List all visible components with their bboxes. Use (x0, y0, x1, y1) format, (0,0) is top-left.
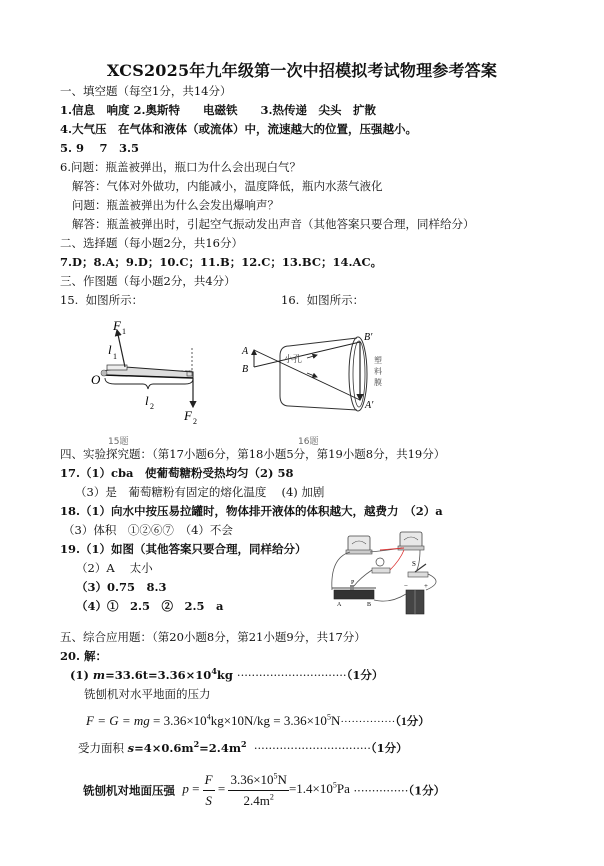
bulb-icon (372, 558, 390, 573)
figure-15-lever-diagram (85, 312, 215, 432)
mass-equation: =33.6t=3.36×10 (105, 668, 212, 682)
answer-19-line-1: 19.（1）如图（其他答案只要合理，同样给分） (60, 542, 307, 556)
area-exponent-1: 2 (193, 739, 200, 750)
figure-16-caption: 16题 (298, 437, 319, 447)
pressure-unit: Pa (336, 781, 350, 797)
pressure-result: =1.4×10 (288, 781, 333, 797)
figure-15-caption: 15题 (108, 437, 129, 447)
force-unit: N (330, 713, 341, 728)
fraction-2-numerator-unit: N (277, 772, 287, 787)
fraction-2-numerator: 3.36×10 (230, 772, 274, 787)
pressure-result-exponent: 5 (332, 781, 337, 791)
figure-19-circuit-diagram (320, 528, 470, 623)
question-15-label: 15. 如图所示： (60, 293, 144, 307)
choice-answers: 7.D；8.A；9.D；10.C；11.B；12.C；13.BC；14.AC。 (60, 255, 383, 269)
question-16-label: 16. 如图所示： (281, 293, 365, 307)
answer-line-5: 5. 9 7 3.5 (60, 141, 140, 155)
force-equation-line (86, 713, 430, 730)
force-exponent-2: 5 (326, 712, 331, 722)
leader-dots-2: ··············· (340, 716, 396, 728)
label-battery-minus: − (404, 582, 408, 590)
label-l1: l (108, 342, 112, 357)
answer-line-6-question-2: 问题：瓶盖被弹出为什么会发出爆响声？ (72, 198, 279, 212)
label-f2-sub: 2 (193, 417, 197, 426)
leader-dots-3: ································ (253, 741, 371, 755)
force-equation-lhs: F = G = mg (86, 713, 150, 728)
area-label: 受力面积 (78, 741, 124, 755)
answer-line-6-answer-1: 解答：气体对外做功，内能减小，温度降低，瓶内水蒸气液化 (72, 179, 383, 193)
area-equation-2: =2.4m (199, 741, 241, 755)
area-line (78, 741, 408, 756)
label-l1-sub: 1 (113, 352, 117, 361)
label-film-2: 料 (374, 367, 382, 376)
label-pivot-o: O (91, 372, 101, 387)
leader-dots-4: ··············· (353, 783, 409, 798)
answer-line-6-question-1: 6.问题：瓶盖被弹出，瓶口为什么会出现白气？ (60, 160, 301, 174)
answer-20-heading: 20. 解： (60, 649, 108, 663)
rheostat-icon (332, 580, 376, 608)
area-variable: s (127, 741, 135, 755)
label-a: A (242, 346, 249, 357)
mass-variable: m (92, 668, 106, 682)
answer-19-line-4: （4）① 2.5 ② 2.5 a (76, 599, 224, 613)
fraction-values (228, 770, 288, 811)
score-1: （1分） (346, 668, 384, 682)
fraction-2-numerator-exponent: 5 (273, 771, 278, 781)
label-b: B (242, 364, 249, 375)
page-title: XCS2025年九年级第一次中招模拟考试物理参考答案 (106, 61, 498, 80)
label-a-prime: A′ (365, 400, 374, 411)
label-f1-sub: 1 (122, 327, 126, 336)
force-equation-part-b: = 3.36×10 (149, 713, 207, 728)
label-battery-plus: + (424, 582, 428, 590)
answer-20-mass-line (70, 668, 383, 683)
section-5-heading: 五、综合应用题：（第20小题8分，第21小题9分，共17分） (60, 630, 366, 644)
answer-19-line-3: （3）0.75 8.3 (76, 580, 167, 594)
answer-line-1-3: 1.信息 响度 2.奥斯特 电磁铁 3.热传递 尖头 扩散 (60, 103, 377, 117)
ammeter-icon (398, 532, 424, 550)
leader-dots-1: ······························ (236, 668, 347, 682)
pressure-variable: p (182, 781, 189, 797)
section-1-heading: 一、填空题（每空1分，共14分） (60, 84, 232, 98)
label-l2: l (145, 393, 149, 408)
label-film-1: 塑 (374, 356, 382, 365)
score-4: （1分） (408, 783, 446, 798)
section-4-heading: 四、实验探究题：（第17小题6分，第18小题5分，第19小题8分，共19分） (60, 447, 446, 461)
answer-17-line-2: （3）是 葡萄糖粉有固定的熔化温度 (4) 加剧 (75, 485, 325, 499)
mass-unit: kg (216, 668, 233, 682)
label-pinhole: 小孔 (284, 354, 303, 364)
label-f2: F (184, 408, 192, 423)
answer-18-line-2: （3）体积 ①②⑥⑦ （4）不会 (63, 523, 233, 537)
answer-17-line-1: 17.（1）cba 使葡萄糖粉受热均匀（2) 58 (60, 466, 294, 480)
answer-line-4: 4.大气压 在气体和液体（或流体）中，流速越大的位置，压强越小。 (60, 122, 418, 136)
score-2: （1分） (395, 716, 430, 728)
section-3-heading: 三、作图题（每小题2分，共4分） (60, 274, 236, 288)
label-slider-p: P (351, 580, 355, 586)
fraction-f-over-s (203, 770, 215, 811)
area-equation-1: =4×0.6m (134, 741, 194, 755)
force-equation-part-c: kg×10N/kg = 3.36×10 (210, 713, 327, 728)
answer-19-line-2: （2）A 太小 (76, 561, 153, 575)
answer-line-6-answer-2: 解答：瓶盖被弹出时，引起空气振动发出声音（其他答案只要合理，同样给分） (72, 217, 475, 231)
pressure-label: 铣刨机对地面压强 (83, 783, 175, 798)
label-terminal-b: B (367, 602, 372, 608)
part-1-prefix: (1) (70, 668, 93, 682)
label-f1: F (113, 318, 121, 333)
pressure-line: 铣刨机对地面压强 p = $\frac{F}{S}$ = $\frac{3.36\times 10^5N}{2.4m^2}$ $=1.4\times 10^5Pa \cdot\cdot\cdot\cdot\cdot\cdot\cdot\cdot\cdot\cdot\cdot\cdot\cdot\cdot\cdot(1$分） (83, 770, 445, 811)
battery-icon (404, 582, 428, 614)
section-2-heading: 二、选择题（每小题2分，共16分） (60, 236, 243, 250)
fraction-2-denominator-exponent: 2 (269, 792, 274, 802)
figure-16-pinhole-diagram (232, 328, 392, 428)
area-exponent-2: 2 (240, 739, 247, 750)
answer-18-line-1: 18.（1）向水中按压易拉罐时，物体排开液体的体积越大，越费力 （2）a (60, 504, 443, 518)
pressure-force-label: 铣刨机对水平地面的压力 (84, 687, 211, 701)
label-switch-s: S (412, 560, 416, 568)
label-film-3: 膜 (374, 378, 382, 387)
fraction-2-denominator: 2.4m (243, 793, 270, 808)
label-terminal-a: A (337, 602, 342, 608)
voltmeter-icon (346, 536, 372, 554)
fraction-1-denominator: S (205, 793, 212, 808)
fraction-1-numerator: F (203, 770, 215, 791)
label-b-prime: B′ (364, 332, 373, 343)
switch-icon (408, 560, 428, 577)
mass-exponent: 4 (211, 666, 217, 677)
label-l2-sub: 2 (150, 402, 154, 411)
force-exponent-1: 4 (206, 712, 211, 722)
score-3: （1分） (370, 741, 408, 755)
